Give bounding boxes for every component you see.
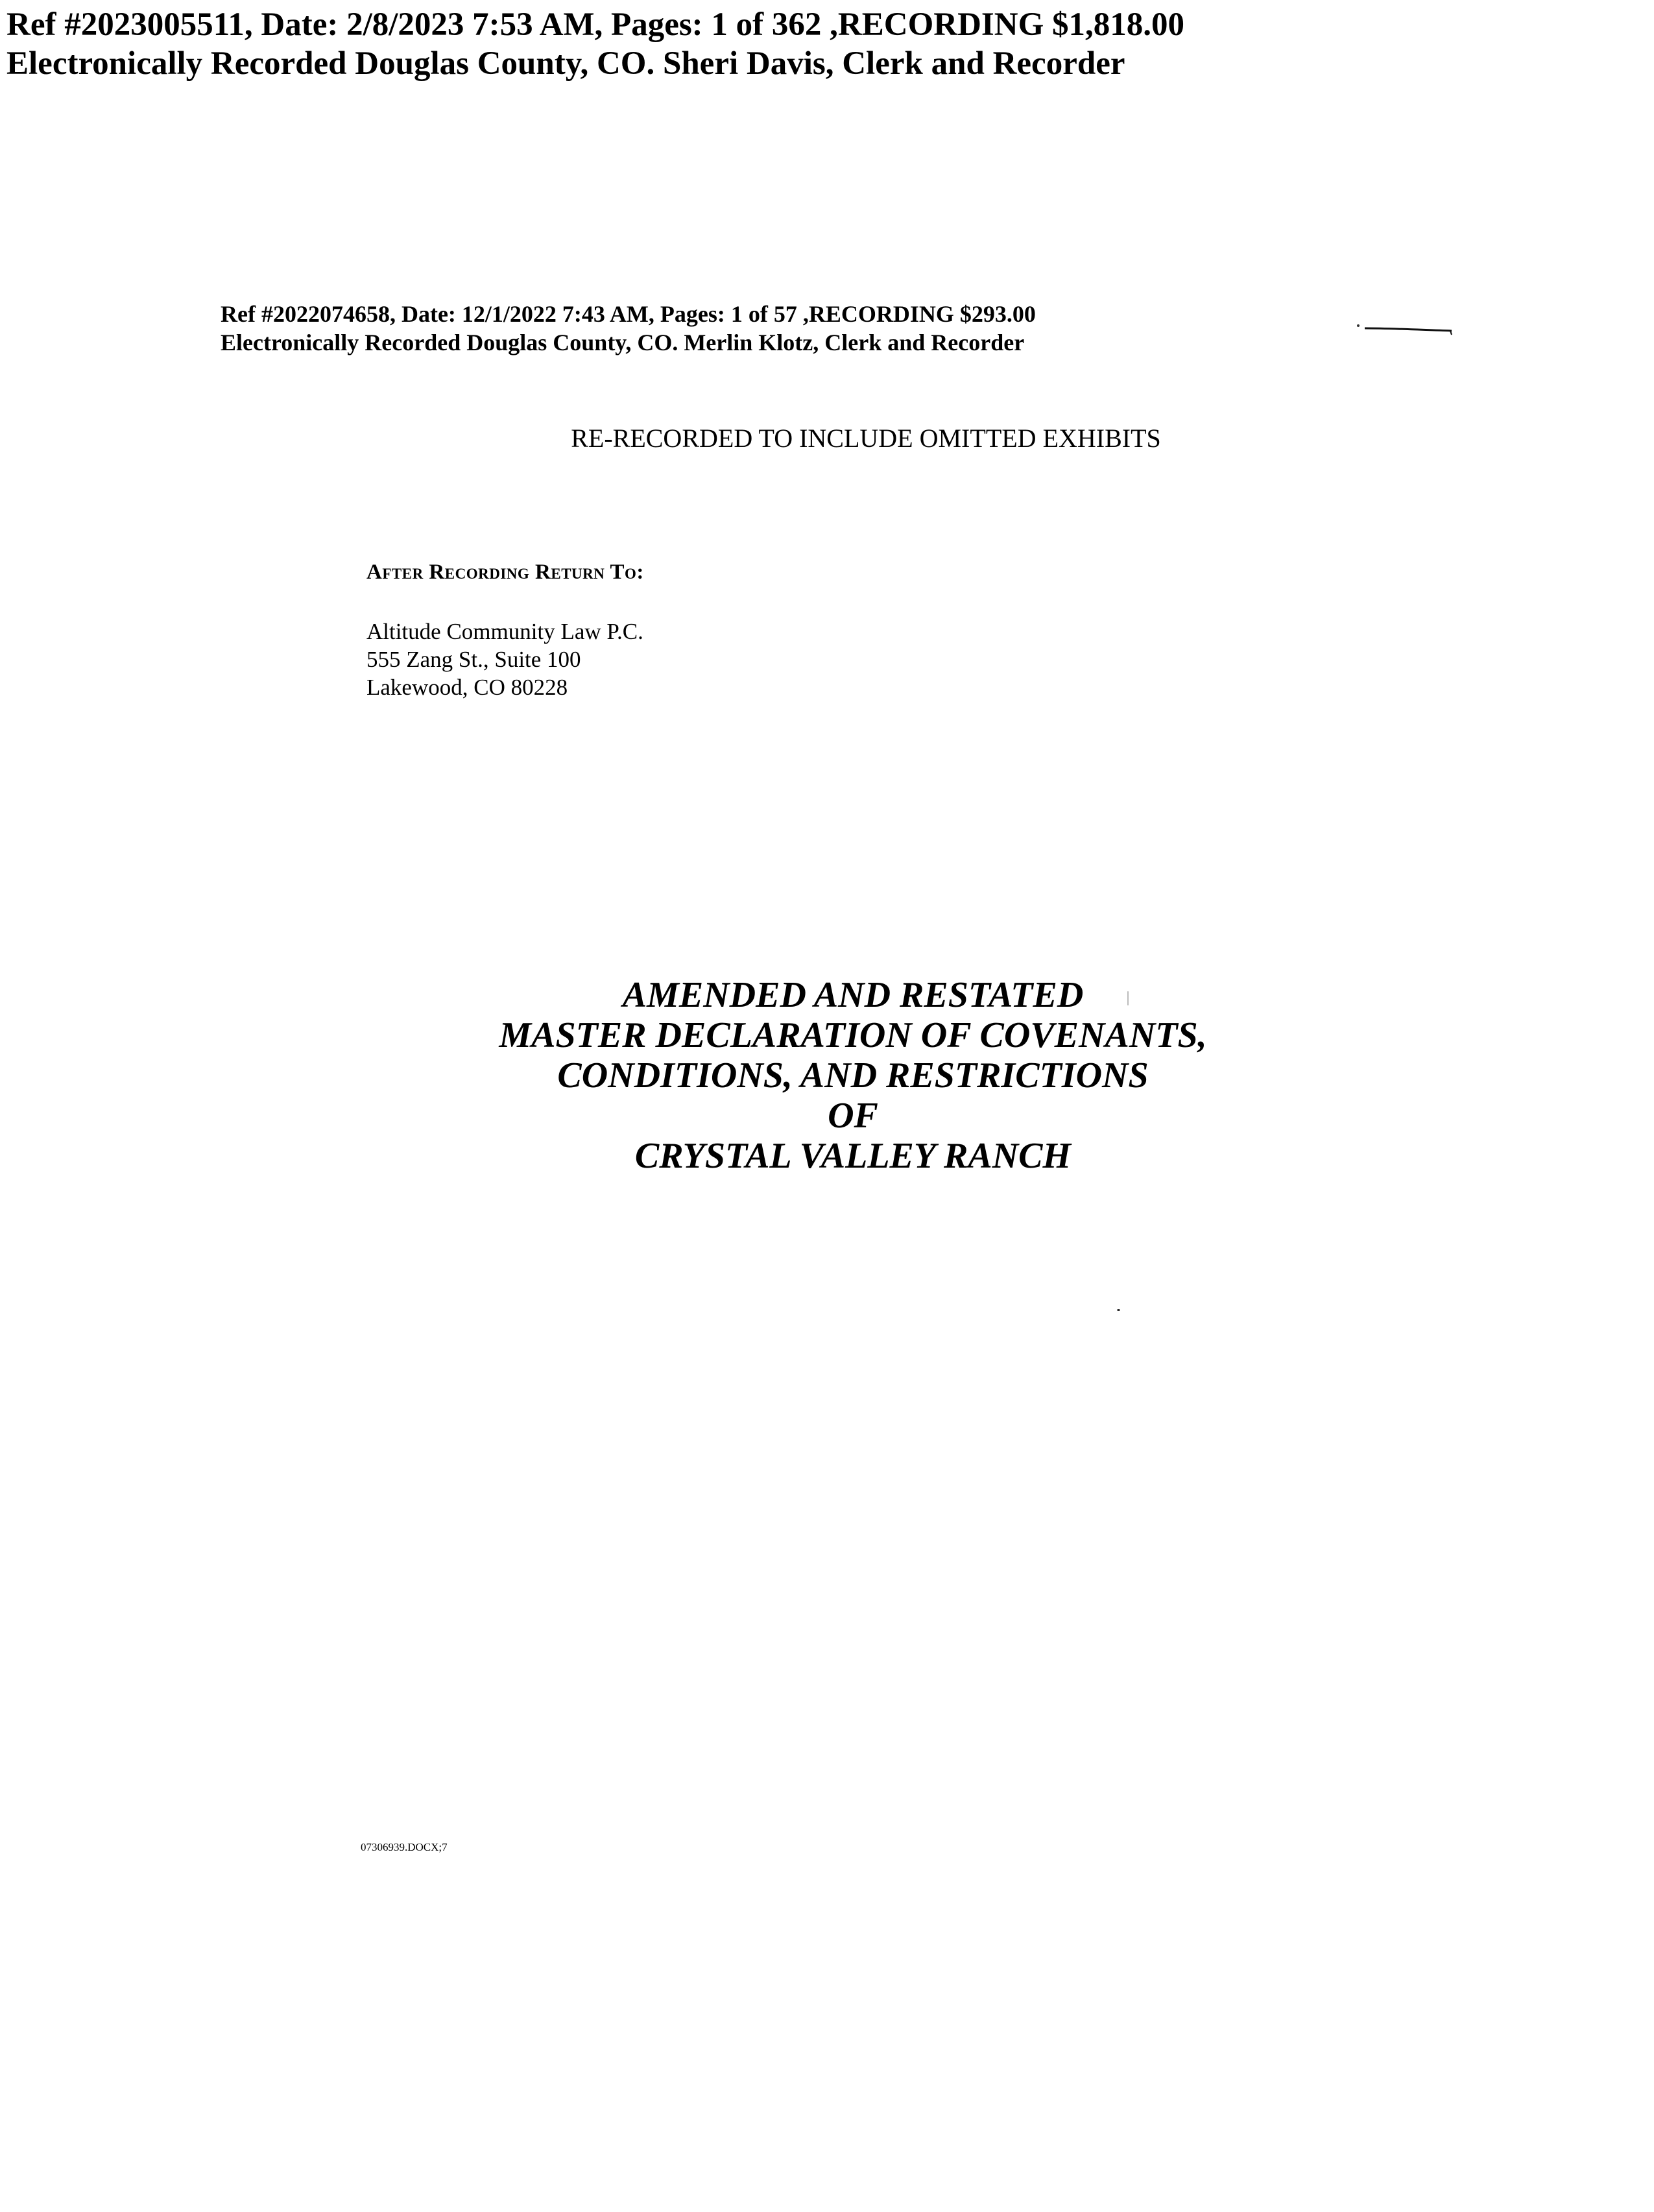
document-number: 07306939.DOCX;7 <box>361 1841 448 1853</box>
document-title <box>0 975 1654 1176</box>
return-to-street: 555 Zang St., Suite 100 <box>366 647 581 672</box>
rerecorded-note: RE-RECORDED TO INCLUDE OMITTED EXHIBITS <box>571 424 1161 453</box>
recording-stamp-line2: Electronically Recorded Douglas County, CO. Sheri Davis, Clerk and Recorder <box>6 45 1125 82</box>
document-title-line3: CONDITIONS, AND RESTRICTIONS <box>557 1055 1149 1096</box>
document-title-line2: MASTER DECLARATION OF COVENANTS, <box>499 1015 1207 1055</box>
recording-stamp <box>6 5 1184 83</box>
return-to-heading: After Recording Return To: <box>366 560 644 584</box>
document-title-line4: OF <box>828 1096 878 1136</box>
prior-recording-stamp <box>221 300 1036 357</box>
scan-speck <box>1127 991 1129 1005</box>
return-to-firm-suffix: P.C. <box>606 619 643 644</box>
return-to-city: Lakewood, CO 80228 <box>366 675 568 700</box>
scan-speck <box>1117 1309 1120 1311</box>
return-to-address <box>366 618 643 701</box>
prior-recording-stamp-line2: Electronically Recorded Douglas County, CO. Merlin Klotz, Clerk and Recorder <box>221 330 1025 355</box>
pen-mark-line <box>1356 322 1454 336</box>
document-title-line1: AMENDED AND RESTATED <box>622 975 1084 1015</box>
return-to-firm <box>366 618 643 645</box>
prior-recording-stamp-line1: Ref #2022074658, Date: 12/1/2022 7:43 AM, Pages: 1 of 57 ,RECORDING $293.00 <box>221 301 1036 327</box>
return-to-firm-name: Altitude Community Law <box>366 619 601 644</box>
recording-stamp-line1: Ref #2023005511, Date: 2/8/2023 7:53 AM, Pages: 1 of 362 ,RECORDING $1,818.00 <box>6 6 1185 43</box>
document-title-line5: CRYSTAL VALLEY RANCH <box>634 1136 1072 1176</box>
